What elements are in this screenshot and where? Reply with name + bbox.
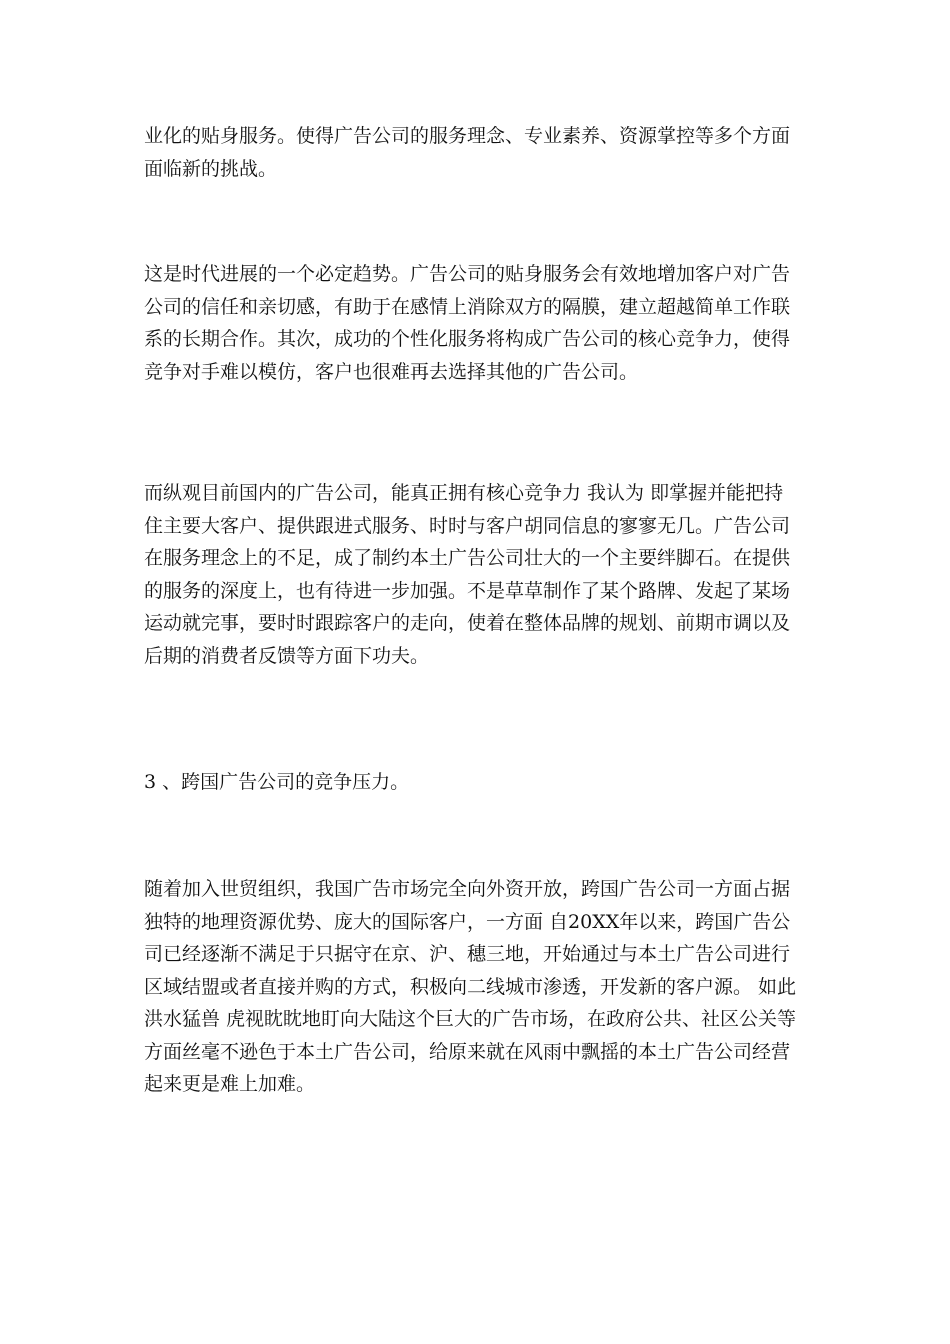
text-line: 方面丝毫不逊色于本土广告公司，给原来就在风雨中飘摇的本土广告公司经营 — [144, 1040, 791, 1063]
text-line: 区域结盟或者直接并购的方式，积极向二线城市渗透，开发新的客户源。 如此 — [144, 975, 797, 998]
text-line: 竞争对手难以模仿，客户也很难再去选择其他的广告公司。 — [144, 360, 639, 383]
text-line: 起来更是难上加难。 — [144, 1073, 316, 1095]
text-line: 系的长期合作。其次，成功的个性化服务将构成广告公司的核心竞争力，使得 — [144, 328, 791, 350]
section-heading — [144, 766, 806, 799]
text-line: 司已经逐渐不满足于只据守在京、沪、穗三地，开始通过与本土广告公司进行 — [144, 943, 791, 965]
text-line: 独特的地理资源优势、庞大的国际客户，一方面 自20XX年以来，跨国广告公 — [144, 910, 791, 933]
text-line: 业化的贴身服务。使得广告公司的服务理念、专业素养、资源掌控等多个方面 — [144, 125, 791, 147]
text-line: 3 、跨国广告公司的竞争压力。 — [144, 771, 410, 793]
text-line: 后期的消费者反馈等方面下功夫。 — [144, 644, 430, 667]
text-line: 公司的信任和亲切感，有助于在感情上消除双方的隔膜，建立超越简单工作联 — [144, 295, 791, 318]
text-line: 面临新的挑战。 — [144, 157, 278, 180]
text-line: 而纵观目前国内的广告公司，能真正拥有核心竞争力 我认为 即掌握并能把持 — [144, 482, 784, 504]
text-line: 洪水猛兽 虎视眈眈地盯向大陆这个巨大的广告市场，在政府公共、社区公关等 — [144, 1008, 797, 1030]
text-line: 运动就完事，要时时跟踪客户的走向，使着在整体品牌的规划、前期市调以及 — [144, 612, 791, 634]
text-line: 随着加入世贸组织，我国广告市场完全向外资开放，跨国广告公司一方面占据 — [144, 878, 791, 900]
paragraph-3 — [144, 477, 806, 672]
text-line: 的服务的深度上，也有待进一步加强。不是草草制作了某个路牌、发起了某场 — [144, 579, 791, 602]
text-line: 在服务理念上的不足，成了制约本土广告公司壮大的一个主要绊脚石。在提供 — [144, 547, 791, 569]
text-line: 这是时代进展的一个必定趋势。广告公司的贴身服务会有效地增加客户对广告 — [144, 263, 791, 285]
paragraph-4 — [144, 873, 806, 1101]
paragraph-1 — [144, 120, 806, 185]
text-line: 住主要大客户、提供跟进式服务、时时与客户胡同信息的寥寥无几。广告公司 — [144, 514, 791, 537]
paragraph-2 — [144, 258, 806, 388]
